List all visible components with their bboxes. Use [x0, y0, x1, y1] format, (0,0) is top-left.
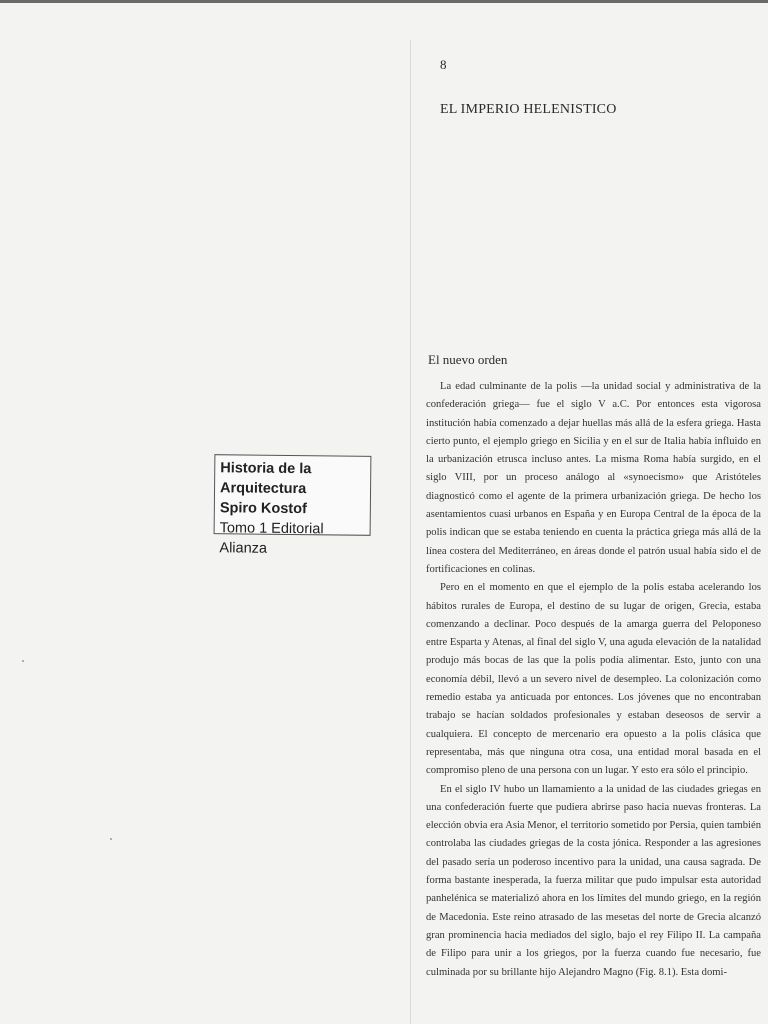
paragraph: En el siglo IV hubo un llamamiento a la unidad de las ciudades griegas en una confederación fuerte que pudiera abrirse paso hacia nuevas fronteras. La elección obvia era Asia Menor, el territorio sometido por Persia, quien también controlaba las ciudades griegas de la costa jónica. Responder a las agresiones del pasado sería un poderoso incentivo para la unidad, una causa sagrada. De forma bastante inesperada, la fuerza militar que pudo impulsar esta autoridad panhelénica se materializó ahora en los límites del mundo griego, en la región de Macedonia. Este reino atrasado de las mesetas del norte de Grecia alcanzó gran prominencia hacia mediados del siglo, bajo el rey Filipo II. La campaña de Filipo para unir a los griegos, por la fuerza cuando fue necesario, fue culminada por su brillante hijo Alejandro Magno (Fig. 8.1). Esta domi- [426, 783, 761, 978]
scan-speck [22, 660, 24, 662]
scan-speck [110, 838, 112, 840]
page-spine [410, 40, 411, 1024]
paragraph: La edad culminante de la polis —la unidad social y administrativa de la confederación griega— fue el siglo V a.C. Por entonces esta vigorosa institución había comenzado a dejar huellas más allá de la esfera griega. Hasta cierto punto, el ejemplo griego en Sicilia y en el sur de Italia había influido en la urbanización etrusca incluso antes. La misma Roma había surgido, en el siglo VIII, por un proceso análogo al «synoecismo» que Aristóteles diagnosticó como el agente de la primera urbanización griega. De hecho los asentamientos cuasi urbanos en España y en Europa Central de la época de la polis indican que se estaba teniendo en cuenta la práctica griega más allá de la línea costera del Mediterráneo, en áreas donde el patrón usual había sido el de fortificaciones en colinas. [426, 381, 761, 575]
chapter-title: EL IMPERIO HELENISTICO [440, 102, 617, 117]
section-title: El nuevo orden [428, 352, 508, 367]
body-text [426, 378, 761, 982]
book-label-sticker [214, 454, 372, 557]
paragraph: Pero en el momento en que el ejemplo de la polis estaba acelerando los hábitos rurales de Europa, el destino de su lugar de origen, Grecia, estaba comenzando a declinar. Poco después de la amarga guerra del Peloponeso entre Esparta y Atenas, al final del siglo V, una aguda elevación de la natalidad produjo más bocas de las que la polis podía alimentar. Esto, junto con una economía débil, llevó a un severo nivel de desempleo. La colonización como remedio estaba ya anticuada por entonces. Los jóvenes que no encontraban trabajo se hacían soldados profesionales y estaban deseosos de servir a cualquiera. El concepto de mercenario era opuesto a la polis clásica que representaba, más que ninguna otra cosa, una entidad moral basada en el compromiso pleno de una persona con un lugar. Y esto era sólo el principio. [426, 582, 761, 777]
label-author: Spiro Kostof [219, 500, 307, 518]
scan-edge [0, 0, 768, 3]
page-number: 8 [440, 57, 447, 72]
label-edition: Tomo 1 Editorial Alianza [219, 520, 324, 557]
label-title: Historia de la Arquitectura [219, 460, 312, 498]
